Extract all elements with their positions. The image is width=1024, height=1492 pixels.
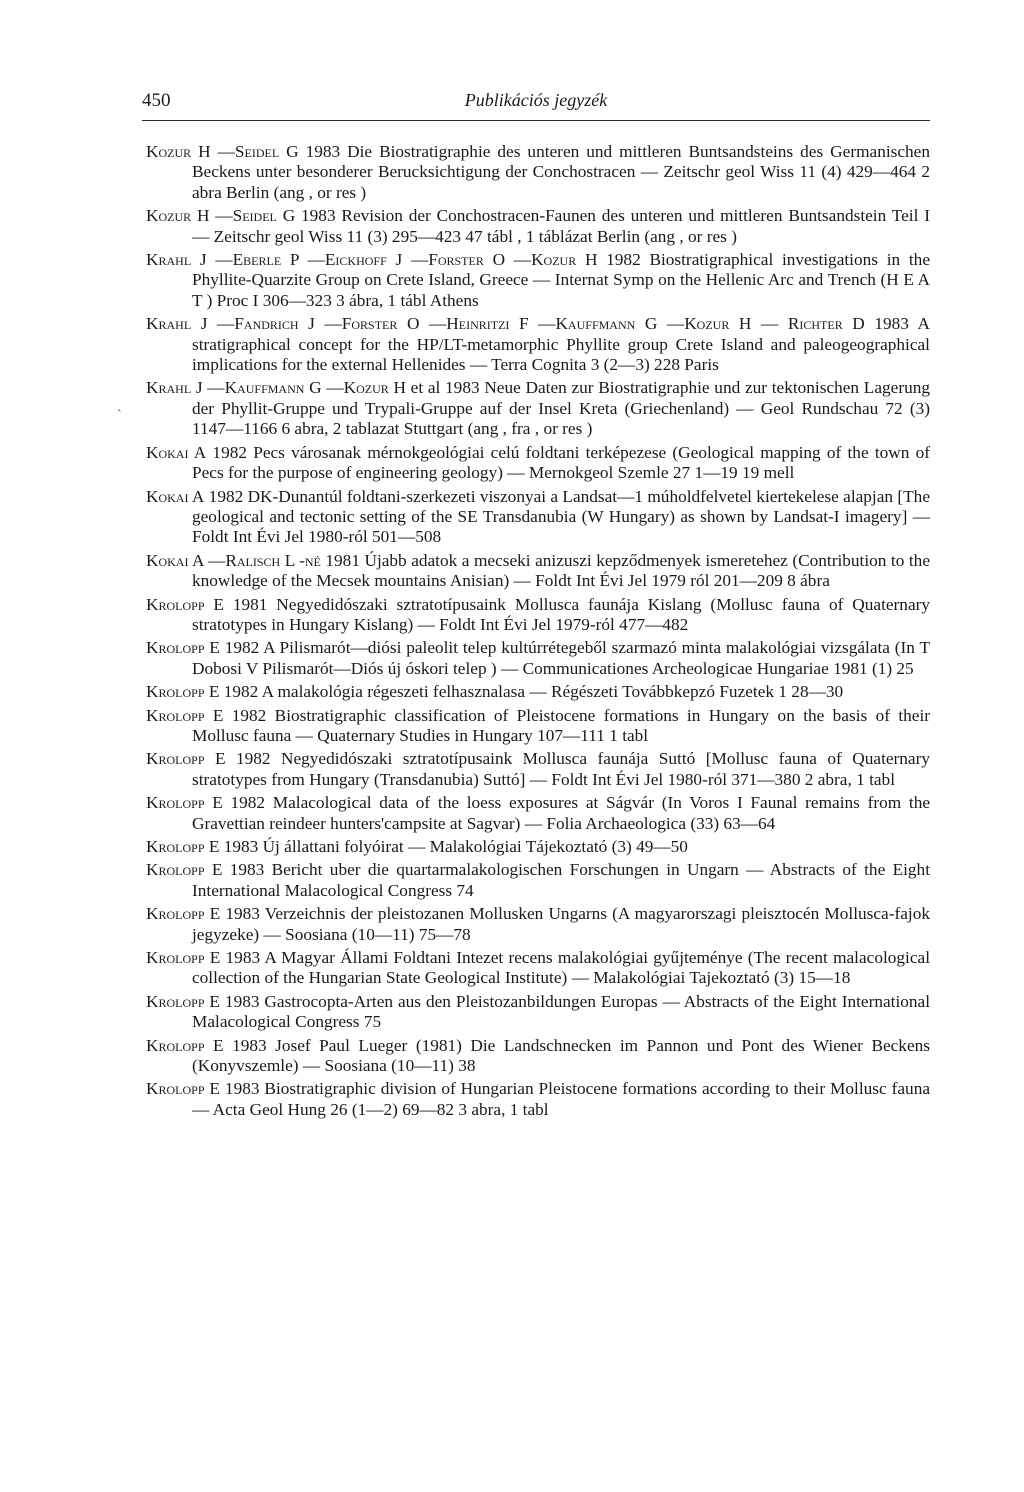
- bibliography-entry: [146, 638, 930, 679]
- entry-text: 1983 Új állattani folyóirat — Malakológiai Tájekoztató (3) 49—50: [219, 837, 688, 856]
- entry-authors: Kokai A: [146, 486, 205, 506]
- entry-authors: Kozur H —Seidel G: [146, 206, 296, 226]
- entry-text: 1983 A stratigraphical concept for the HP/LT-metamorphic Phyllite group Crete Island and paleogeographical implications for the external Hellenides — Terra Cognita 3 (2—3) 228 Paris: [192, 314, 931, 375]
- bibliography-entry: [146, 142, 930, 203]
- entry-text: 1982 Biostratigraphical investigations in the Phyllite-Quarzite Group on Crete Island, Greece — Internat Symp on the Hellenic Arc and Trench (H E A T ) Proc I 306—323 3 ábra, 1 tábl Athens: [192, 250, 930, 310]
- entry-text: et al 1983 Neue Daten zur Biostratigraphie und zur tektonischen Lagerung der Phyllit-Gruppe und Trypali-Gruppe auf der Insel Kreta (Griechenland) — Geol Rundschau 72 (3) 1147—1166 6 abra, 2 tablazat Stuttgart (ang , fra , or res ): [192, 378, 930, 439]
- margin-mark: `: [117, 408, 122, 423]
- entry-authors: Krolopp E: [146, 749, 226, 769]
- bibliography-entry: [146, 948, 930, 989]
- bibliography-entry: [146, 837, 930, 857]
- entry-authors: Krahl J —Kauffmann G —Kozur H: [146, 378, 406, 398]
- entry-authors: Krolopp E: [146, 682, 220, 702]
- entry-text: 1982 DK-Dunantúl foldtani-szerkezeti viszonyai a Landsat—1 múholdfelvetel kiertekelese alapjan [The geological and tectonic setting of the SE Transdanubia (W Hungary) as shown by Landsat-I imagery] — Foldt Int Évi Jel 1980-ról 501—508: [192, 486, 930, 547]
- entry-authors: Kozur H —Seidel G: [146, 142, 299, 161]
- entry-text: 1981 Negyedidószaki sztratotípusaink Mollusca faunája Kislang (Mollusc fauna of Quaternary stratotypes in Hungary Kislang) — Foldt Int Évi Jel 1979-ról 477—482: [192, 594, 931, 634]
- bibliography-entry: [146, 551, 930, 592]
- entry-authors: Kokai A —Ralisch L -né: [146, 550, 321, 570]
- bibliography-entry: [146, 706, 930, 747]
- entry-authors: Krolopp E: [146, 860, 223, 880]
- entry-text: 1982 Pecs városanak mérnokgeológiai celú foldtani terképezese (Geological mapping of the town of Pecs for the purpose of engineering geology) — Mernokgeol Szemle 27 1—19 19 mell: [192, 442, 930, 483]
- bibliography-entry: [146, 595, 930, 636]
- bibliography-entry: [146, 1036, 930, 1077]
- entry-text: 1983 Verzeichnis der pleistozanen Mollusken Ungarns (A magyarorszagi pleisztocén Mollusca-fajok jegyzeke) — Soosiana (10—11) 75—78: [192, 904, 930, 944]
- entry-authors: Krolopp E: [146, 594, 224, 614]
- entry-text: 1983 Die Biostratigraphie des unteren und mittleren Buntsandsteins des Germanischen Beckens unter besonderer Berucksichtigung der Conchostracen — Zeitschr geol Wiss 11 (4) 429—464 2 abra Berlin (ang , or res ): [192, 142, 930, 202]
- entry-authors: Krolopp E: [146, 705, 224, 725]
- page-header: [142, 90, 930, 114]
- entry-text: 1983 Bericht uber die quartarmalakologischen Forschungen in Ungarn — Abstracts of the Eight International Malacological Congress 74: [192, 860, 931, 900]
- entry-text: 1982 A Pilismarót—diósi paleolit telep kultúrrétegeből szarmazó minta malakológiai vizsgálata (In T Dobosi V Pilismarót—Diós új óskori telep ) — Communicationes Archeologicae Hungariae 1981 (1) 25: [192, 638, 931, 678]
- entry-text: 1981 Újabb adatok a mecseki anizuszi kepződmenyek ismeretehez (Contribution to the knowledge of the Mecsek mountains Anisian) — Foldt Int Évi Jel 1979 ról 201—209 8 ábra: [192, 550, 930, 591]
- bibliography-entry: [146, 206, 930, 247]
- entry-authors: Krolopp E: [146, 1035, 224, 1055]
- entry-text: 1982 A malakológia régeszeti felhasznalasa — Régészeti Továbbkepzó Fuzetek 1 28—30: [219, 682, 844, 702]
- bibliography-entry: [146, 793, 930, 834]
- bibliography-entry: [146, 860, 930, 901]
- bibliography-entry: [146, 749, 930, 790]
- entry-authors: Krahl J —Fandrich J —Forster O —Heinritzi F —Kauffmann G —Kozur H — Richter D: [146, 314, 865, 334]
- entry-authors: Krolopp E: [146, 1079, 220, 1099]
- bibliography-entry: [146, 904, 930, 945]
- entry-authors: Kokai A: [146, 442, 207, 462]
- entry-authors: Krolopp E: [146, 948, 221, 968]
- entry-text: 1982 Malacological data of the loess exposures at Ságvár (In Voros I Faunal remains from the Gravettian reindeer hunters'campsite at Sagvar) — Folia Archaeologica (33) 63—64: [192, 793, 930, 833]
- running-title: Publikációs jegyzék: [464, 90, 608, 110]
- bibliography-entry: [146, 992, 930, 1033]
- entry-authors: Krahl J —Eberle P —Eickhoff J —Forster O —Kozur H: [146, 250, 598, 270]
- bibliography-entry: [146, 443, 930, 484]
- entry-text: 1982 Negyedidószaki sztratotípusaink Mollusca faunája Suttó [Mollusc fauna of Quaternary stratotypes from Hungary (Transdanubia) Suttó] — Foldt Int Évi Jel 1980-ról 371—380 2 abra, 1 tabl: [192, 749, 930, 789]
- page-number: 450: [142, 90, 171, 111]
- bibliography-entry: [146, 487, 930, 548]
- bibliography-entry: [146, 314, 930, 375]
- entry-authors: Krolopp E: [146, 793, 223, 813]
- entry-text: 1982 Biostratigraphic classification of Pleistocene formations in Hungary on the basis of their Mollusc fauna — Quaternary Studies in Hungary 107—111 1 tabl: [192, 705, 930, 745]
- bibliography-list: [146, 142, 930, 1123]
- header-rule: [142, 120, 930, 121]
- bibliography-entry: [146, 682, 930, 702]
- entry-authors: Krolopp E: [146, 837, 220, 856]
- entry-text: 1983 Biostratigraphic division of Hungarian Pleistocene formations according to their Mollusc fauna — Acta Geol Hung 26 (1—2) 69—82 3 abra, 1 tabl: [192, 1079, 931, 1119]
- entry-text: 1983 Gastrocopta-Arten aus den Pleistozanbildungen Europas — Abstracts of the Eight International Malacological Congress 75: [192, 991, 930, 1032]
- bibliography-entry: [146, 1079, 930, 1120]
- entry-text: 1983 A Magyar Állami Foldtani Intezet recens malakológiai gyűjteménye (The recent malacological collection of the Hungarian State Geological Institute) — Malakológiai Tajekoztató (3) 15—18: [192, 948, 930, 988]
- bibliography-entry: [146, 378, 930, 439]
- entry-authors: Krolopp E: [146, 991, 220, 1011]
- bibliography-entry: [146, 250, 930, 311]
- entry-authors: Krolopp E: [146, 904, 221, 924]
- entry-text: 1983 Josef Paul Lueger (1981) Die Landschnecken im Pannon und Pont des Wiener Beckens (Konyvszemle) — Soosiana (10—11) 38: [192, 1035, 930, 1076]
- entry-authors: Krolopp E: [146, 638, 220, 658]
- entry-text: 1983 Revision der Conchostracen-Faunen des unteren und mittleren Buntsandstein Teil I — Zeitschr geol Wiss 11 (3) 295—423 47 tábl , 1 táblázat Berlin (ang , or res ): [192, 206, 930, 246]
